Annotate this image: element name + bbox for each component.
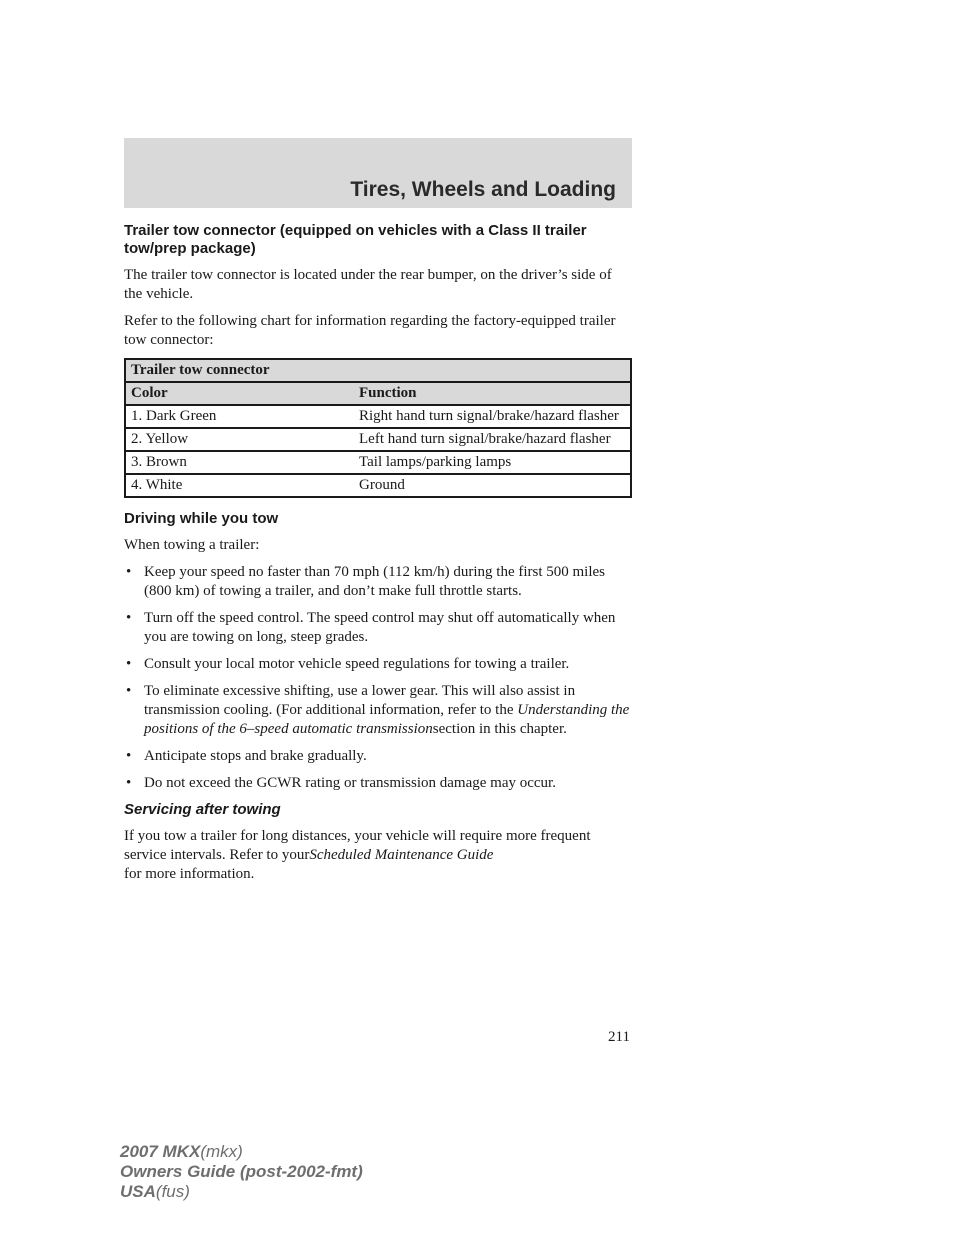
list-item: • Anticipate stops and brake gradually.: [126, 748, 367, 764]
bullet-icon: •: [126, 564, 132, 580]
bullet-icon: •: [126, 683, 132, 699]
cell-function: Right hand turn signal/brake/hazard flasher: [354, 405, 631, 428]
chapter-header: [124, 138, 632, 208]
cell-function: Left hand turn signal/brake/hazard flasher: [354, 428, 631, 451]
list-item: • Consult your local motor vehicle speed regulations for towing a trailer.: [126, 656, 570, 672]
footer-market: USA: [120, 1182, 156, 1201]
towing-tips-list: [124, 563, 632, 793]
page-number: 211: [608, 1029, 630, 1045]
page-content: [124, 222, 632, 892]
towing-intro: When towing a trailer:: [124, 537, 260, 553]
footer-guide: Owners Guide (post-2002-fmt): [120, 1162, 363, 1181]
list-item: • Turn off the speed control. The speed control may shut off automatically when you are towing on long, steep grades.: [126, 610, 616, 645]
document-footer: [120, 1142, 363, 1202]
chart-intro-paragraph: Refer to the following chart for information regarding the factory-equipped trailer tow connector:: [124, 313, 616, 348]
table-row: [125, 474, 631, 497]
table-row: [125, 451, 631, 474]
driving-tow-heading: Driving while you tow: [124, 510, 279, 527]
bullet-icon: •: [126, 748, 132, 764]
servicing-paragraph: If you tow a trailer for long distances, your vehicle will require more frequent service intervals. Refer to yourScheduled Maintenance Guide for more information.: [124, 828, 591, 882]
cell-function: Ground: [354, 474, 631, 497]
cell-function: Tail lamps/parking lamps: [354, 451, 631, 474]
bullet-icon: •: [126, 610, 132, 626]
trailer-connector-heading: Trailer tow connector (equipped on vehicles with a Class II trailer tow/prep package): [124, 222, 587, 257]
table-title: Trailer tow connector: [125, 359, 631, 382]
list-item: • To eliminate excessive shifting, use a lower gear. This will also assist in transmission cooling. (For additional information, refer to the Understanding the positions of the 6–speed automatic transmissionsection in this chapter.: [126, 683, 630, 737]
connector-location-paragraph: The trailer tow connector is located under the rear bumper, on the driver’s side of the vehicle.: [124, 267, 612, 302]
table-row: [125, 428, 631, 451]
list-item: • Keep your speed no faster than 70 mph (112 km/h) during the first 500 miles (800 km) of towing a trailer, and don’t make full throttle starts.: [126, 564, 606, 599]
table-header-row: [125, 382, 631, 405]
column-header-function: Function: [354, 382, 631, 405]
cell-color: 1. Dark Green: [125, 405, 354, 428]
cell-color: 2. Yellow: [125, 428, 354, 451]
cell-color: 4. White: [125, 474, 354, 497]
cell-color: 3. Brown: [125, 451, 354, 474]
list-item: • Do not exceed the GCWR rating or transmission damage may occur.: [126, 775, 556, 791]
table-title-row: [125, 359, 631, 382]
chapter-title: Tires, Wheels and Loading: [350, 178, 616, 201]
trailer-connector-table: [124, 358, 632, 498]
transmission-section-reference: Understanding the positions of the 6–speed automatic transmission: [144, 702, 630, 737]
bullet-icon: •: [126, 775, 132, 791]
maintenance-guide-reference: Scheduled Maintenance Guide: [309, 847, 494, 863]
footer-model-code: (mkx): [200, 1142, 243, 1161]
column-header-color: Color: [125, 382, 354, 405]
table-row: [125, 405, 631, 428]
bullet-icon: •: [126, 656, 132, 672]
servicing-heading: Servicing after towing: [124, 801, 281, 818]
footer-model: 2007 MKX: [120, 1142, 201, 1161]
footer-market-code: (fus): [155, 1182, 190, 1201]
